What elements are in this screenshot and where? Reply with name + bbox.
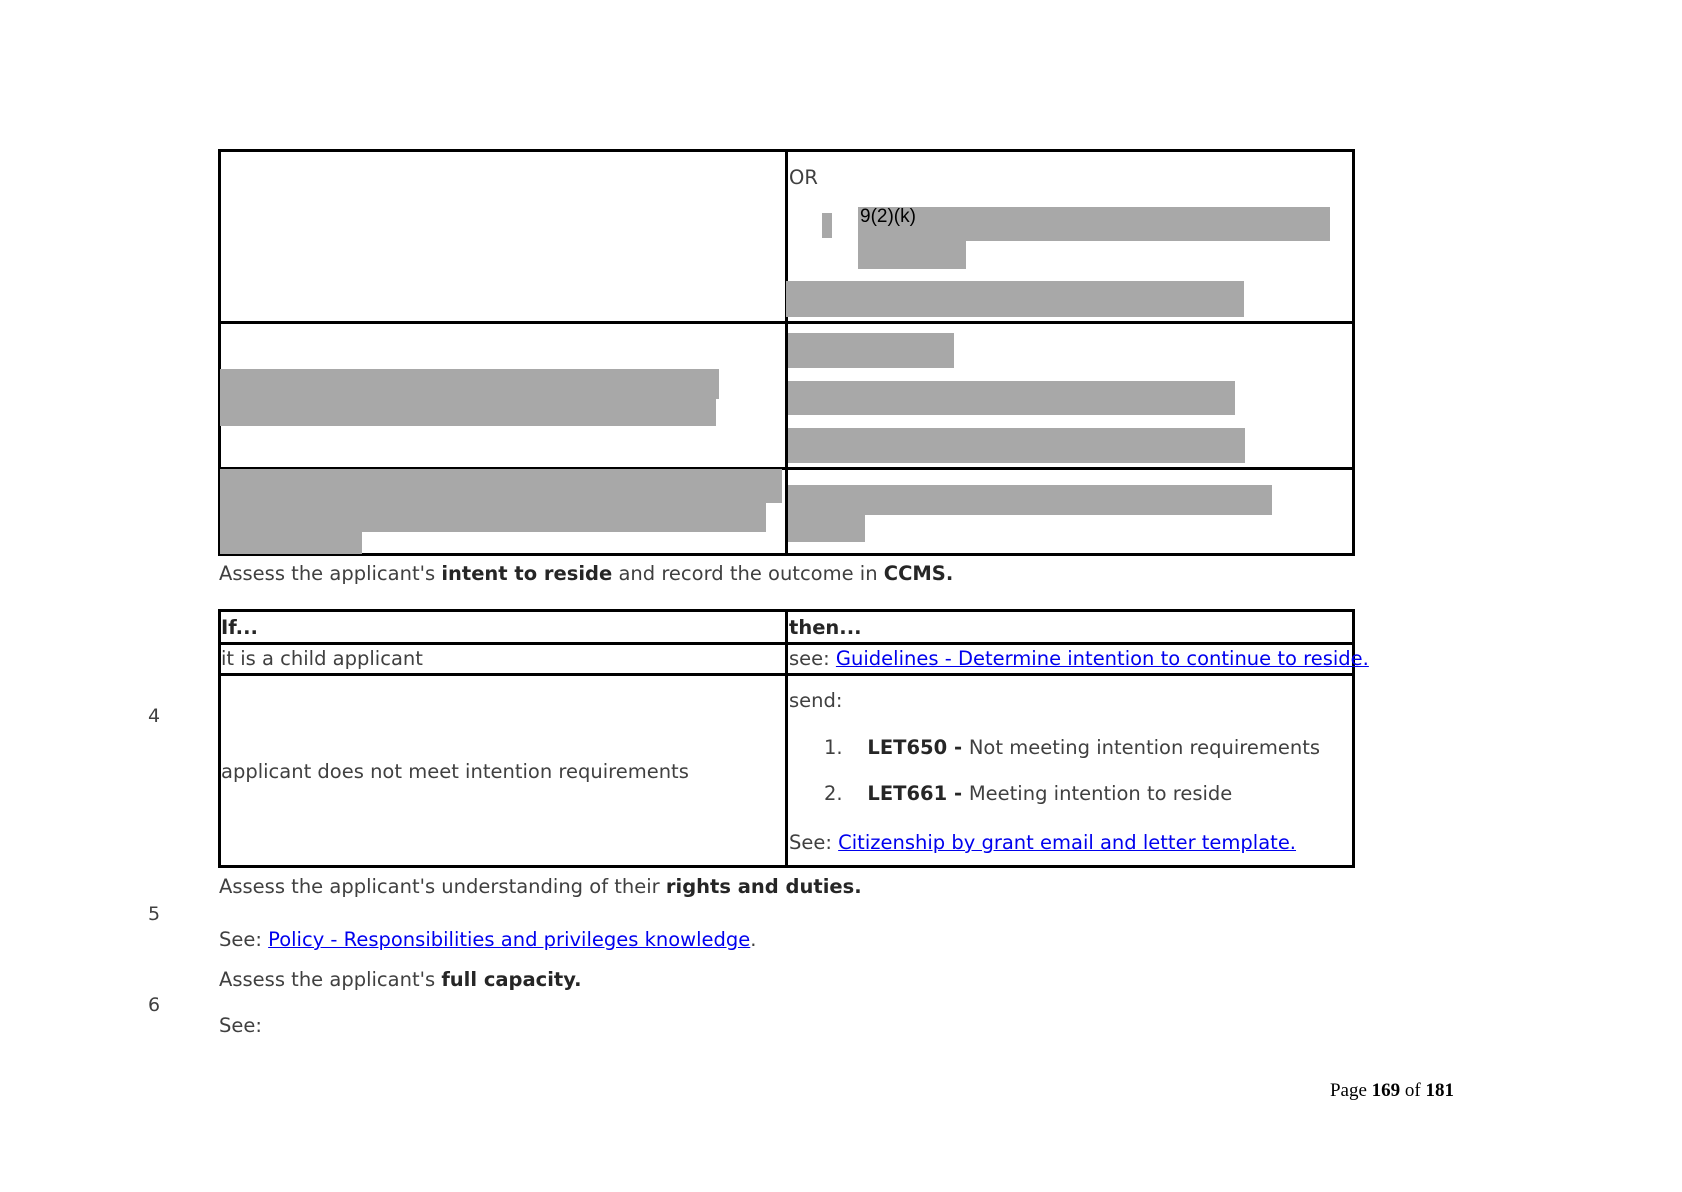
row2-send-label: send: — [789, 689, 843, 712]
redaction-block — [788, 428, 1245, 463]
letter-item: 2. LET661 - Meeting intention to reside — [824, 782, 1233, 805]
redaction-block — [220, 503, 766, 532]
redaction-block — [788, 515, 865, 542]
redaction-block — [788, 485, 1272, 515]
redaction-block — [220, 399, 716, 426]
capacity-see: See: — [219, 1014, 262, 1037]
header-then: then... — [789, 616, 862, 639]
redaction-block — [220, 532, 362, 554]
template-link[interactable]: Citizenship by grant email and letter template. — [838, 831, 1297, 854]
redaction-block — [220, 369, 719, 399]
table-divider — [785, 609, 788, 868]
row1-action: see: Guidelines - Determine intention to continue to reside. — [789, 647, 1369, 670]
table-divider — [218, 321, 1355, 324]
redaction-block — [858, 241, 966, 269]
header-if: If... — [221, 616, 258, 639]
page-number: Page 169 of 181 — [1329, 1080, 1454, 1101]
step-number: 5 — [148, 903, 161, 925]
redaction-block — [786, 281, 1244, 317]
section-reference: 9(2)(k) — [860, 206, 916, 227]
redaction-block — [822, 213, 832, 238]
intent-instruction: Assess the applicant's intent to reside and record the outcome in CCMS. — [219, 562, 954, 585]
step-number: 4 — [148, 705, 161, 727]
guidelines-link[interactable]: Guidelines - Determine intention to continue to reside. — [835, 647, 1369, 670]
table-divider — [218, 673, 1355, 676]
letter-item: 1. LET650 - Not meeting intention requirements — [824, 736, 1321, 759]
redaction-block — [220, 469, 782, 503]
policy-link[interactable]: Policy - Responsibilities and privileges knowledge — [268, 928, 751, 951]
or-label: OR — [789, 166, 818, 189]
row2-condition: applicant does not meet intention requirements — [221, 760, 689, 783]
step-number: 6 — [148, 994, 161, 1016]
redaction-block — [788, 333, 954, 368]
rights-instruction: Assess the applicant's understanding of their rights and duties. — [219, 875, 862, 898]
capacity-instruction: Assess the applicant's full capacity. — [219, 968, 582, 991]
table-divider — [218, 642, 1355, 645]
row1-condition: it is a child applicant — [221, 647, 423, 670]
row2-see: See: Citizenship by grant email and letter template. — [789, 831, 1297, 854]
redaction-block — [788, 381, 1235, 415]
rights-see: See: Policy - Responsibilities and privileges knowledge. — [219, 928, 757, 951]
redaction-block — [858, 207, 1330, 241]
